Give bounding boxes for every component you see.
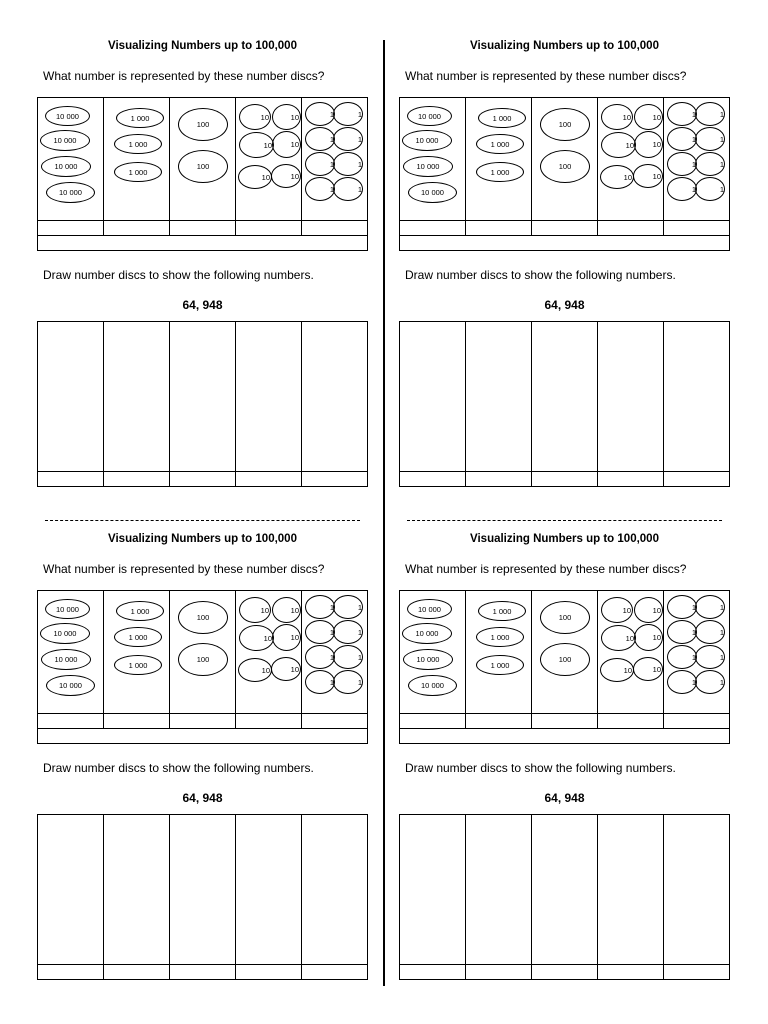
answer-total-cell[interactable] [400, 729, 730, 744]
draw-answer-cell[interactable] [38, 965, 104, 980]
disc-ten: 10 [634, 597, 663, 623]
disc-hundred: 100 [540, 150, 590, 183]
ones-column [302, 98, 368, 221]
instruction-text: Draw number discs to show the following numbers. [43, 761, 314, 775]
tens-column [598, 98, 664, 221]
draw-column-tens[interactable] [236, 815, 302, 965]
answer-cell[interactable] [38, 221, 104, 236]
answer-cell[interactable] [664, 221, 730, 236]
disc-one: 1 [305, 645, 335, 669]
disc-one: 1 [695, 595, 725, 619]
draw-answer-cell[interactable] [532, 472, 598, 487]
draw-answer-cell[interactable] [302, 965, 368, 980]
disc-one: 1 [667, 620, 697, 644]
answer-total-cell[interactable] [38, 236, 368, 251]
disc-one: 1 [667, 595, 697, 619]
disc-ten-thousand: 10 000 [40, 130, 90, 151]
disc-one: 1 [695, 152, 725, 176]
draw-column-thousands[interactable] [104, 322, 170, 472]
draw-answer-cell[interactable] [664, 472, 730, 487]
question-text: What number is represented by these number discs? [405, 69, 687, 83]
disc-ten: 10 [239, 104, 271, 130]
draw-column-tens[interactable] [598, 322, 664, 472]
disc-one: 1 [695, 670, 725, 694]
disc-one: 1 [305, 152, 335, 176]
draw-answer-cell[interactable] [466, 965, 532, 980]
ten-thousands-column [400, 591, 466, 714]
disc-one: 1 [333, 127, 363, 151]
disc-ten: 10 [601, 597, 633, 623]
disc-ten-thousand: 10 000 [403, 156, 453, 177]
answer-cell[interactable] [598, 714, 664, 729]
draw-column-thousands[interactable] [466, 322, 532, 472]
answer-cell[interactable] [38, 714, 104, 729]
disc-one: 1 [305, 102, 335, 126]
disc-ten: 10 [239, 625, 274, 651]
draw-column-ten-thousands[interactable] [400, 815, 466, 965]
ones-column [664, 98, 730, 221]
draw-answer-cell[interactable] [302, 472, 368, 487]
question-text: What number is represented by these number discs? [405, 562, 687, 576]
disc-thousand: 1 000 [476, 627, 524, 647]
target-number: 64, 948 [182, 791, 223, 805]
ten-thousands-column [38, 591, 104, 714]
cut-line [45, 520, 360, 521]
answer-cell[interactable] [400, 714, 466, 729]
disc-hundred: 100 [540, 643, 590, 676]
disc-ten-thousand: 10 000 [408, 675, 457, 696]
disc-ten: 10 [271, 164, 301, 188]
disc-one: 1 [333, 177, 363, 201]
disc-thousand: 1 000 [114, 134, 162, 154]
instruction-text: Draw number discs to show the following numbers. [405, 268, 676, 282]
disc-ten: 10 [600, 165, 634, 189]
disc-ten-thousand: 10 000 [407, 106, 452, 126]
draw-column-ten-thousands[interactable] [400, 322, 466, 472]
draw-answer-cell[interactable] [104, 965, 170, 980]
answer-total-cell[interactable] [38, 729, 368, 744]
draw-answer-cell[interactable] [170, 472, 236, 487]
disc-ten-thousand: 10 000 [41, 649, 91, 670]
disc-one: 1 [695, 177, 725, 201]
draw-answer-cell[interactable] [400, 965, 466, 980]
disc-hundred: 100 [178, 643, 228, 676]
disc-ten: 10 [601, 104, 633, 130]
draw-answer-cell[interactable] [236, 472, 302, 487]
disc-ten: 10 [272, 131, 301, 158]
question-text: What number is represented by these number discs? [43, 69, 325, 83]
hundreds-column [170, 591, 236, 714]
center-divider [383, 40, 385, 986]
disc-ten: 10 [272, 104, 301, 130]
draw-column-thousands[interactable] [104, 815, 170, 965]
ones-column [302, 591, 368, 714]
disc-ten: 10 [238, 165, 272, 189]
ten-thousands-column [38, 98, 104, 221]
worksheet-title: Visualizing Numbers up to 100,000 [470, 533, 659, 545]
worksheet-title: Visualizing Numbers up to 100,000 [108, 40, 297, 52]
disc-one: 1 [305, 127, 335, 151]
disc-one: 1 [667, 177, 697, 201]
answer-total-cell[interactable] [400, 236, 730, 251]
disc-ten-thousand: 10 000 [45, 106, 90, 126]
draw-answer-cell[interactable] [236, 965, 302, 980]
instruction-text: Draw number discs to show the following numbers. [405, 761, 676, 775]
draw-column-hundreds[interactable] [532, 322, 598, 472]
draw-column-hundreds[interactable] [170, 815, 236, 965]
disc-ten-thousand: 10 000 [46, 182, 95, 203]
answer-cell[interactable] [664, 714, 730, 729]
draw-column-ones[interactable] [302, 322, 368, 472]
disc-thousand: 1 000 [476, 134, 524, 154]
draw-column-thousands[interactable] [466, 815, 532, 965]
disc-place-value-table [37, 97, 368, 251]
disc-one: 1 [305, 177, 335, 201]
tens-column [236, 98, 302, 221]
draw-column-ten-thousands[interactable] [38, 815, 104, 965]
disc-one: 1 [305, 620, 335, 644]
answer-cell[interactable] [400, 221, 466, 236]
disc-ten-thousand: 10 000 [46, 675, 95, 696]
instruction-text: Draw number discs to show the following numbers. [43, 268, 314, 282]
worksheet-top-left [37, 40, 368, 526]
ten-thousands-column [400, 98, 466, 221]
disc-place-value-table [37, 590, 368, 744]
disc-ten-thousand: 10 000 [407, 599, 452, 619]
answer-cell[interactable] [170, 221, 236, 236]
disc-ten-thousand: 10 000 [408, 182, 457, 203]
disc-place-value-table [399, 590, 730, 744]
disc-ten: 10 [633, 657, 663, 681]
thousands-column [466, 98, 532, 221]
answer-cell[interactable] [532, 714, 598, 729]
disc-ten: 10 [601, 132, 636, 158]
answer-cell[interactable] [104, 714, 170, 729]
disc-hundred: 100 [178, 150, 228, 183]
disc-one: 1 [333, 152, 363, 176]
answer-cell[interactable] [302, 221, 368, 236]
disc-thousand: 1 000 [116, 108, 164, 128]
disc-one: 1 [333, 670, 363, 694]
disc-place-value-table [399, 97, 730, 251]
disc-ten: 10 [272, 624, 301, 651]
disc-ten-thousand: 10 000 [40, 623, 90, 644]
disc-thousand: 1 000 [478, 108, 526, 128]
disc-ten: 10 [238, 658, 272, 682]
drawing-table [399, 321, 730, 487]
disc-ten: 10 [633, 164, 663, 188]
disc-one: 1 [695, 102, 725, 126]
draw-answer-cell[interactable] [598, 472, 664, 487]
disc-thousand: 1 000 [478, 601, 526, 621]
disc-thousand: 1 000 [114, 627, 162, 647]
disc-thousand: 1 000 [114, 162, 162, 182]
draw-answer-cell[interactable] [664, 965, 730, 980]
disc-one: 1 [305, 595, 335, 619]
hundreds-column [532, 98, 598, 221]
hundreds-column [170, 98, 236, 221]
target-number: 64, 948 [544, 791, 585, 805]
answer-cell[interactable] [302, 714, 368, 729]
worksheet-top-right [399, 40, 730, 526]
draw-answer-cell[interactable] [170, 965, 236, 980]
worksheet-title: Visualizing Numbers up to 100,000 [108, 533, 297, 545]
draw-answer-cell[interactable] [38, 472, 104, 487]
target-number: 64, 948 [182, 298, 223, 312]
ones-column [664, 591, 730, 714]
draw-column-tens[interactable] [598, 815, 664, 965]
worksheet-bottom-right [399, 533, 730, 1019]
disc-ten: 10 [600, 658, 634, 682]
disc-one: 1 [667, 670, 697, 694]
answer-cell[interactable] [170, 714, 236, 729]
cut-line [407, 520, 722, 521]
draw-answer-cell[interactable] [532, 965, 598, 980]
disc-hundred: 100 [540, 601, 590, 634]
disc-one: 1 [333, 102, 363, 126]
disc-ten: 10 [634, 131, 663, 158]
thousands-column [466, 591, 532, 714]
answer-cell[interactable] [236, 221, 302, 236]
disc-ten-thousand: 10 000 [45, 599, 90, 619]
disc-ten: 10 [601, 625, 636, 651]
disc-thousand: 1 000 [476, 162, 524, 182]
draw-answer-cell[interactable] [104, 472, 170, 487]
draw-column-ones[interactable] [664, 322, 730, 472]
disc-ten: 10 [239, 132, 274, 158]
draw-column-hundreds[interactable] [170, 322, 236, 472]
answer-cell[interactable] [236, 714, 302, 729]
disc-one: 1 [333, 645, 363, 669]
thousands-column [104, 591, 170, 714]
drawing-table [399, 814, 730, 980]
disc-ten: 10 [634, 104, 663, 130]
disc-ten: 10 [272, 597, 301, 623]
drawing-table [37, 814, 368, 980]
answer-cell[interactable] [466, 714, 532, 729]
hundreds-column [532, 591, 598, 714]
disc-one: 1 [667, 102, 697, 126]
worksheet-bottom-left [37, 533, 368, 1019]
answer-cell[interactable] [532, 221, 598, 236]
thousands-column [104, 98, 170, 221]
disc-one: 1 [695, 620, 725, 644]
disc-ten: 10 [271, 657, 301, 681]
disc-one: 1 [667, 152, 697, 176]
draw-answer-cell[interactable] [466, 472, 532, 487]
answer-cell[interactable] [104, 221, 170, 236]
disc-hundred: 100 [178, 601, 228, 634]
tens-column [598, 591, 664, 714]
draw-column-ones[interactable] [664, 815, 730, 965]
disc-ten-thousand: 10 000 [402, 623, 452, 644]
disc-one: 1 [333, 620, 363, 644]
worksheet-title: Visualizing Numbers up to 100,000 [470, 40, 659, 52]
disc-ten-thousand: 10 000 [403, 649, 453, 670]
draw-column-ten-thousands[interactable] [38, 322, 104, 472]
disc-hundred: 100 [540, 108, 590, 141]
draw-column-tens[interactable] [236, 322, 302, 472]
disc-one: 1 [667, 127, 697, 151]
answer-cell[interactable] [466, 221, 532, 236]
disc-thousand: 1 000 [114, 655, 162, 675]
disc-one: 1 [333, 595, 363, 619]
disc-one: 1 [305, 670, 335, 694]
draw-answer-cell[interactable] [400, 472, 466, 487]
disc-ten-thousand: 10 000 [402, 130, 452, 151]
disc-ten: 10 [634, 624, 663, 651]
disc-one: 1 [667, 645, 697, 669]
draw-answer-cell[interactable] [598, 965, 664, 980]
disc-ten-thousand: 10 000 [41, 156, 91, 177]
disc-thousand: 1 000 [476, 655, 524, 675]
disc-thousand: 1 000 [116, 601, 164, 621]
disc-one: 1 [695, 645, 725, 669]
tens-column [236, 591, 302, 714]
answer-cell[interactable] [598, 221, 664, 236]
question-text: What number is represented by these number discs? [43, 562, 325, 576]
disc-one: 1 [695, 127, 725, 151]
disc-hundred: 100 [178, 108, 228, 141]
draw-column-ones[interactable] [302, 815, 368, 965]
drawing-table [37, 321, 368, 487]
draw-column-hundreds[interactable] [532, 815, 598, 965]
target-number: 64, 948 [544, 298, 585, 312]
disc-ten: 10 [239, 597, 271, 623]
